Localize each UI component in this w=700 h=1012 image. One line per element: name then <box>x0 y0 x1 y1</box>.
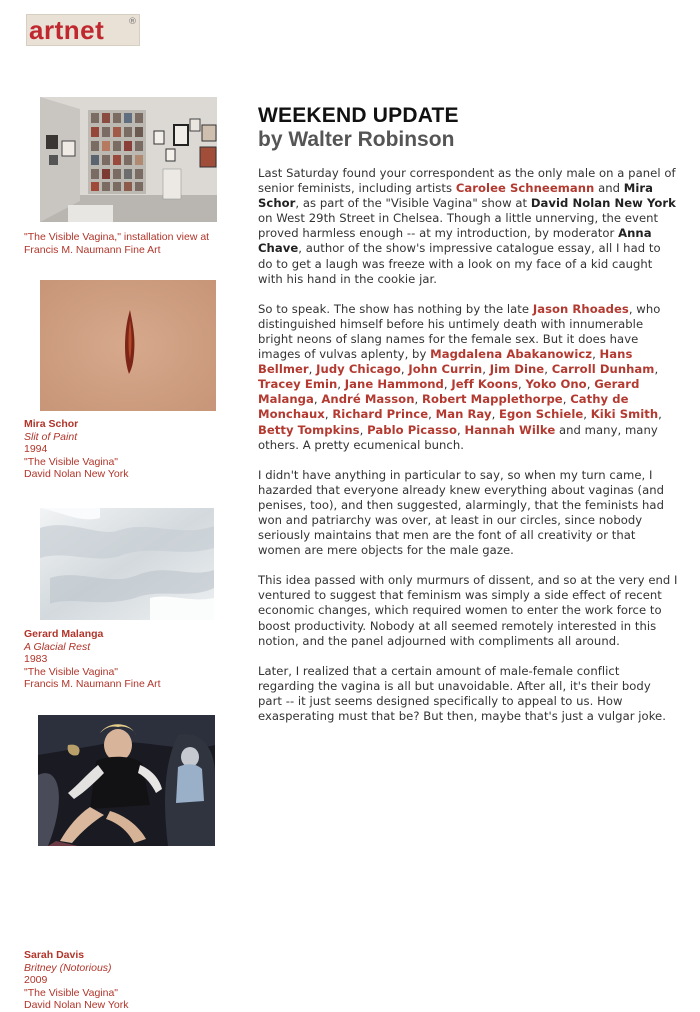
paragraph-text: , <box>308 362 317 377</box>
caption-glacial-rest <box>24 628 254 691</box>
figure-glacial-rest <box>24 508 214 691</box>
paragraph-text: on West 29th Street in Chelsea. Though a little unnerving, the event proved harmless enough -- at my introduction, by moderator <box>258 211 659 241</box>
paragraph-text: , <box>491 407 500 422</box>
artist-name-link[interactable]: Magdalena Abakanowicz <box>430 347 593 362</box>
article-paragraph <box>258 166 678 287</box>
paragraph-text: , author of the show's impressive catalogue essay, all I had to do to get a laugh was freeze with a look on my face of a kid caught with his hand in the cookie jar. <box>258 241 661 286</box>
installation-view-image[interactable] <box>40 97 217 222</box>
artist-name-link[interactable]: John Currin <box>408 362 483 377</box>
artist-name-link[interactable]: Kiki Smith <box>590 407 659 422</box>
paragraph-text: , <box>443 377 452 392</box>
article-headline: WEEKEND UPDATE <box>258 104 459 127</box>
figure-installation <box>24 97 217 256</box>
paragraph-text: , <box>400 362 409 377</box>
artist-name-link[interactable]: Carolee Schneemann <box>455 181 595 196</box>
paragraph-text: , <box>428 407 436 422</box>
artist-name-link[interactable]: Jim Dine <box>489 362 545 377</box>
artist-name-link[interactable]: Hannah Wilke <box>464 422 556 437</box>
caption-slit-of-paint <box>24 418 254 481</box>
article-paragraph <box>258 664 678 724</box>
paragraph-text: , <box>337 377 345 392</box>
artist-name-link[interactable]: Jeff Koons <box>451 377 519 392</box>
caption-title: A Glacial Rest <box>24 640 91 653</box>
paragraph-text: , <box>482 362 490 377</box>
paragraph-text: , <box>518 377 526 392</box>
artist-name-link[interactable]: Gerard Malanga <box>258 377 640 407</box>
artist-name-link[interactable]: Tracey Emin <box>258 377 338 392</box>
paragraph-text: , <box>457 422 465 437</box>
bold-name: Mira Schor <box>258 181 654 211</box>
paragraph-text: So to speak. The show has nothing by the late <box>258 301 533 316</box>
artist-name-link[interactable]: Jason Rhoades <box>532 301 629 316</box>
caption-year: 1994 <box>24 443 48 456</box>
caption-venue: David Nolan New York <box>24 999 129 1012</box>
artist-name-link[interactable]: Judy Chicago <box>316 362 401 377</box>
article-paragraph <box>258 468 678 559</box>
caption-title: Britney (Notorious) <box>24 961 112 974</box>
artist-name-link[interactable]: Betty Tompkins <box>258 422 360 437</box>
paragraph-text: , <box>654 362 659 377</box>
caption-venue: Francis M. Naumann Fine Art <box>24 678 161 691</box>
paragraph-text: , who distinguished himself before his untimely death with innumerable bright neons of slang names for the female sex. But it does have images of vulvas aplenty, by <box>258 301 661 362</box>
paragraph-text: , <box>359 422 368 437</box>
registered-mark: ® <box>128 17 137 27</box>
bold-name: David Nolan New York <box>530 196 676 211</box>
paragraph-text: , <box>583 407 591 422</box>
paragraph-text: Last Saturday found your correspondent as the only male on a panel of senior feminists, including artists <box>258 166 676 196</box>
caption-show: "The Visible Vagina" <box>24 455 119 468</box>
caption-year: 2009 <box>24 974 48 987</box>
artist-name-link[interactable]: Egon Schiele <box>499 407 584 422</box>
caption-britney <box>24 949 254 1012</box>
artist-name-link[interactable]: Carroll Dunham <box>551 362 655 377</box>
bold-name: Anna Chave <box>258 226 652 256</box>
artist-name-link[interactable]: Cathy de Monchaux <box>258 392 629 422</box>
artnet-logo[interactable] <box>26 14 140 46</box>
caption-artist: Mira Schor <box>24 418 79 430</box>
logo-text: artnet <box>29 15 105 45</box>
paragraph-text: , <box>586 377 595 392</box>
artist-name-link[interactable]: Hans Bellmer <box>258 347 633 377</box>
paragraph-text: and many, many others. A pretty ecumenical bunch. <box>258 422 658 452</box>
artist-name-link[interactable]: Man Ray <box>435 407 492 422</box>
slit-of-paint-image[interactable] <box>40 280 216 411</box>
caption-line: "The Visible Vagina," installation view at <box>24 231 210 243</box>
caption-installation <box>24 231 254 256</box>
artist-name-link[interactable]: Yoko Ono <box>525 377 587 392</box>
paragraph-text: , <box>313 392 322 407</box>
artist-name-link[interactable]: Jane Hammond <box>344 377 444 392</box>
artist-name-link[interactable]: André Masson <box>321 392 415 407</box>
caption-title: Slit of Paint <box>24 430 78 443</box>
caption-show: "The Visible Vagina" <box>24 986 119 999</box>
caption-venue: David Nolan New York <box>24 468 129 481</box>
article-byline: by Walter Robinson <box>258 128 455 151</box>
paragraph-text: , <box>658 407 662 422</box>
paragraph-text: and <box>594 181 624 196</box>
caption-artist: Gerard Malanga <box>24 628 104 640</box>
paragraph-text: This idea passed with only murmurs of dissent, and so at the very end I ventured to suggest that feminism was simply a side effect of recent economic changes, which required women to enter the work force to boost productivity. Nobody at all seemed remotely interested in this notion, and the panel adjourned with compliments all around. <box>258 573 678 648</box>
artist-name-link[interactable]: Robert Mapplethorpe <box>421 392 563 407</box>
article-paragraph <box>258 573 678 648</box>
paragraph-text: , <box>324 407 333 422</box>
paragraph-text: , <box>562 392 571 407</box>
artist-name-link[interactable]: Richard Prince <box>332 407 429 422</box>
paragraph-text: I didn't have anything in particular to say, so when my turn came, I hazarded that everyone already knew everything about vaginas (and penises, too), and then suggested, alarmingly, that the feminists had won and patriarchy was over, at least in our circles, since nobody seriously maintains that men are the font of all creativity or that women are mere objects for the male gaze. <box>258 467 665 558</box>
caption-line: Francis M. Naumann Fine Art <box>24 243 161 256</box>
caption-artist: Sarah Davis <box>24 949 85 961</box>
caption-show: "The Visible Vagina" <box>24 665 119 678</box>
paragraph-text: , <box>544 362 552 377</box>
britney-notorious-image[interactable] <box>38 715 215 846</box>
caption-year: 1983 <box>24 653 48 666</box>
figure-britney <box>24 715 215 1012</box>
paragraph-text: Later, I realized that a certain amount of male-female conflict regarding the vagina is all but unavoidable. After all, it's their body part -- it just seems designed specifically to appeal to us. How exasperating must that be? But then, maybe that's just a vulgar joke. <box>258 663 666 723</box>
glacial-rest-image[interactable] <box>40 508 214 620</box>
figure-slit-of-paint <box>24 280 216 481</box>
paragraph-text: , <box>592 347 600 362</box>
paragraph-text: , as part of the "Visible Vagina" show at <box>295 196 531 211</box>
article-paragraph <box>258 302 678 453</box>
artist-name-link[interactable]: Pablo Picasso <box>367 422 457 437</box>
paragraph-text: , <box>414 392 422 407</box>
article <box>258 104 678 739</box>
